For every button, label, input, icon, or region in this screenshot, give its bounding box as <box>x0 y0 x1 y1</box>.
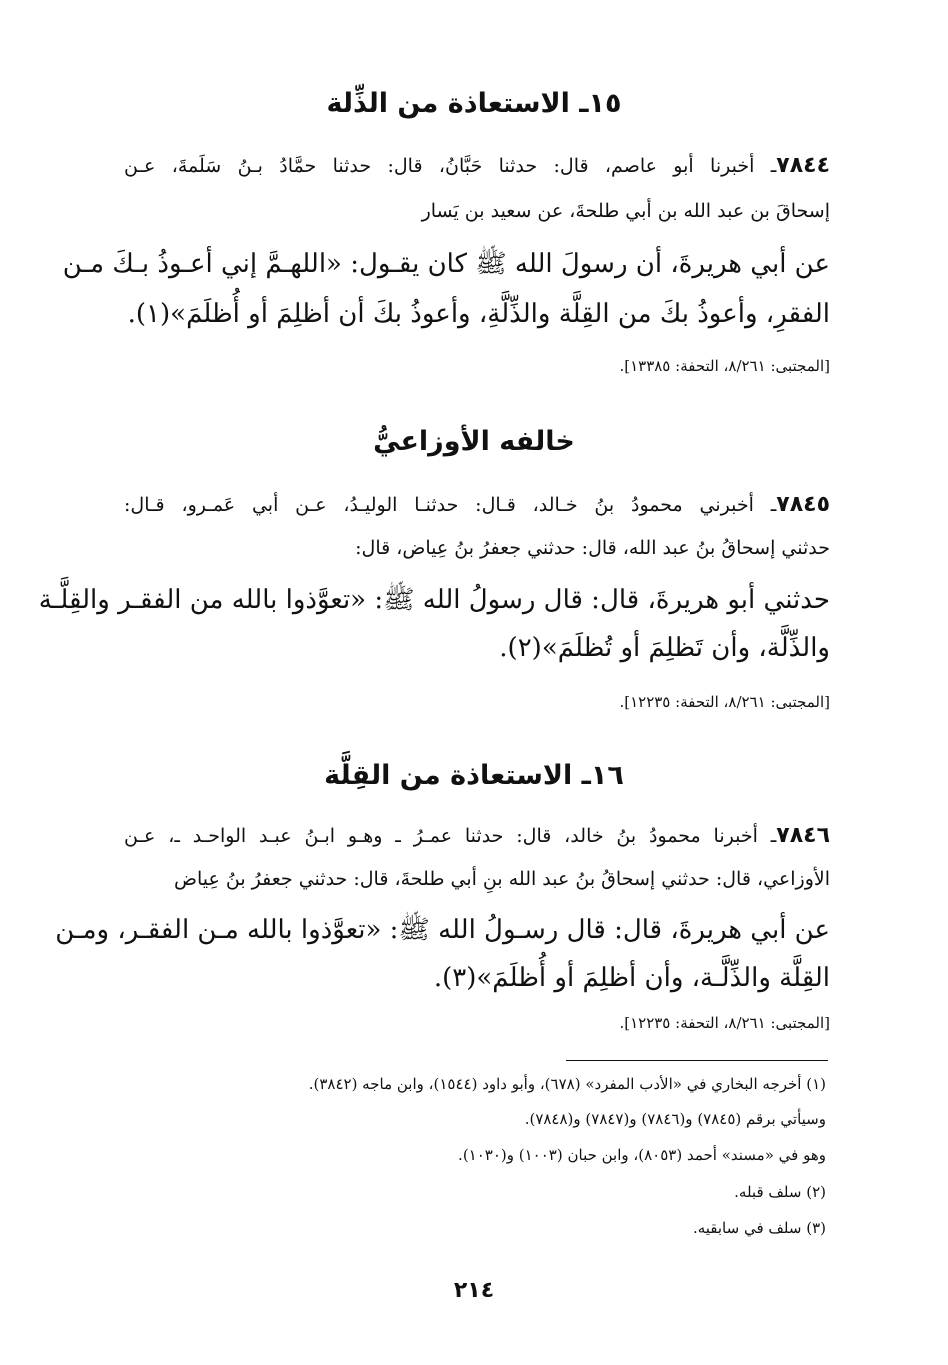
hadith-number: ٧٨٤٦ <box>776 823 830 848</box>
hadith-matn-line: الفقرِ، وأعوذُ بكَ من القِلَّة والذِّلَّةِ، وأعوذُ بكَ أن أظلِمَ أو أُظلَمَ»(١). <box>127 299 830 329</box>
hadith-matn-line: القِلَّة والذِّلَّـة، وأن أظلِمَ أو أُظلَمَ»(٣). <box>433 963 830 993</box>
page-number: ٢١٤ <box>453 1278 495 1303</box>
reference-note: [المجتبى: ٨/٢٦١، التحفة: ١٢٢٣٥]. <box>619 693 830 711</box>
footnote-line: (٢) سلف قبله. <box>734 1183 826 1201</box>
hadith-isnad-line: ٧٨٤٤ـ أخبرنا أبو عاصم، قال: حدثنا حَبَّانُ، قال: حدثنا حمَّادُ بـنُ سَلَمةَ، عـن <box>124 153 830 178</box>
footnote-line: (٣) سلف في سابقيه. <box>692 1219 826 1237</box>
hadith-number: ٧٨٤٤ <box>776 153 830 178</box>
hadith-isnad-line: ٧٨٤٥ـ أخبرني محمودُ بنُ خـالد، قـال: حدثنـا الوليـدُ، عـن أبي عَمـرو، قـال: <box>124 492 830 517</box>
section-heading: ١٥ـ الاستعاذة من الذِّلة <box>326 88 622 119</box>
hadith-matn-line: عن أبي هريرةَ، أن رسولَ الله ﷺ كان يقـول: «اللهـمَّ إني أعـوذُ بـكَ مـن <box>62 249 830 279</box>
hadith-isnad-line: إسحاقَ بن عبد الله بن أبي طلحةَ، عن سعيد بن يَسار <box>421 200 830 222</box>
hadith-matn-line: والذِّلَّة، وأن تَظلِمَ أو تُظلَمَ»(٢). <box>499 633 830 663</box>
hadith-number: ٧٨٤٥ <box>776 492 830 517</box>
section-heading: ١٦ـ الاستعاذة من القِلَّة <box>324 760 624 791</box>
footnote-divider <box>566 1060 828 1061</box>
footnote-line: وسيأتي برقم (٧٨٤٥) و(٧٨٤٦) و(٧٨٤٧) و(٧٨٤٨). <box>524 1110 826 1128</box>
footnote-line: وهو في «مسند» أحمد (٨٠٥٣)، وابن حبان (١٠٠٣) و(١٠٣٠). <box>458 1146 826 1164</box>
footnote-line: (١) أخرجه البخاري في «الأدب المفرد» (٦٧٨)، وأبو داود (١٥٤٤)، وابن ماجه (٣٨٤٢). <box>308 1075 826 1093</box>
reference-note: [المجتبى: ٨/٢٦١، التحفة: ١٢٢٣٥]. <box>619 1014 830 1032</box>
hadith-matn-line: عن أبي هريرةَ، قال: قال رسـولُ الله ﷺ: «تعوَّذوا بالله مـن الفقـر، ومـن <box>55 915 830 945</box>
hadith-matn-line: حدثني أبو هريرةَ، قال: قال رسولُ الله ﷺ: «تعوَّذوا بالله من الفقـر والقِلَّـة <box>38 585 830 615</box>
hadith-isnad-line: حدثني إسحاقُ بنُ عبد الله، قال: حدثني جعفرُ بنُ عِياض، قال: <box>355 537 830 559</box>
hadith-isnad-line: ٧٨٤٦ـ أخبرنا محمودُ بنُ خالد، قال: حدثنا عمـرُ ـ وهـو ابـنُ عبـد الواحـد ـ، عـن <box>124 823 830 848</box>
reference-note: [المجتبى: ٨/٢٦١، التحفة: ١٣٣٨٥]. <box>619 357 830 375</box>
section-heading: خالفه الأوزاعيُّ <box>373 426 575 457</box>
hadith-isnad-line: الأوزاعي، قال: حدثني إسحاقُ بنُ عبد الله بنِ أبي طلحةَ، قال: حدثني جعفرُ بنُ عِياض <box>174 868 830 890</box>
